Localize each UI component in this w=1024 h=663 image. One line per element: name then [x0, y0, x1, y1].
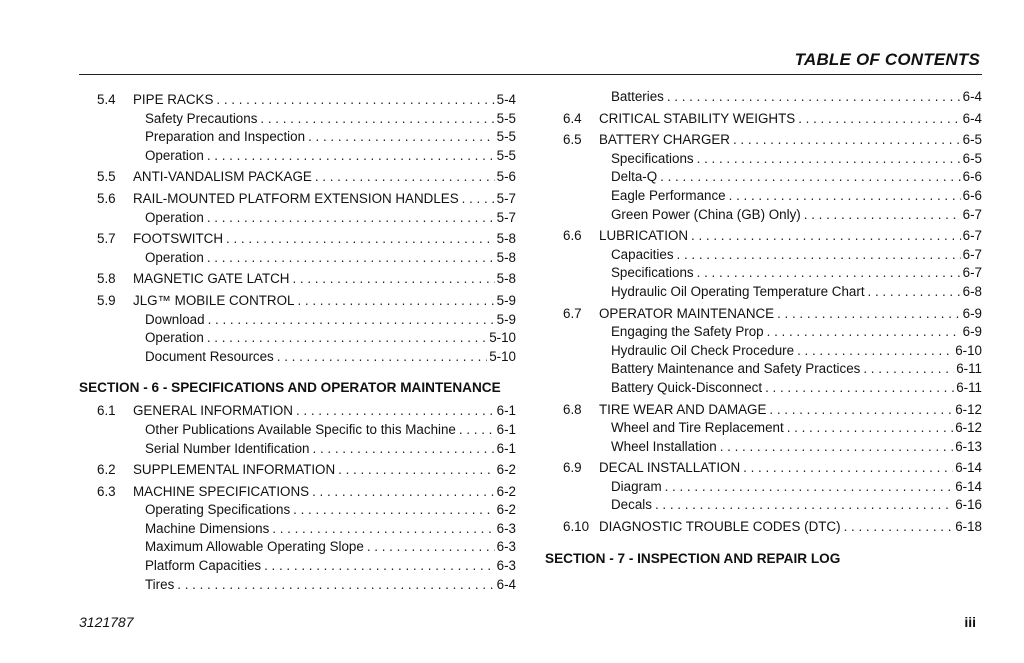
toc-entry-title: Green Power (China (GB) Only)	[611, 206, 804, 225]
toc-entry-title: Maximum Allowable Operating Slope	[145, 538, 367, 557]
toc-entry-page: 6-5	[961, 131, 982, 150]
toc-subentry[interactable]	[545, 246, 982, 265]
toc-entry-page: 6-1	[495, 421, 516, 440]
dot-leader	[691, 227, 961, 246]
dot-leader	[207, 209, 495, 228]
toc-entry-page: 6-7	[961, 246, 982, 265]
toc-entry-page: 6-3	[495, 557, 516, 576]
toc-entry-title: Decals	[611, 496, 655, 515]
toc-entry[interactable]	[79, 270, 516, 289]
toc-entry-title: MAGNETIC GATE LATCH	[133, 270, 292, 289]
toc-entry-number: 6.1	[97, 403, 116, 419]
dot-leader	[260, 110, 494, 129]
toc-entry-title: Batteries	[611, 88, 667, 107]
dot-leader	[312, 483, 495, 502]
toc-entry-title: MACHINE SPECIFICATIONS	[133, 483, 312, 502]
toc-entry-title: Preparation and Inspection	[145, 128, 308, 147]
toc-subentry[interactable]	[79, 110, 516, 129]
toc-entry-page: 6-4	[495, 576, 516, 595]
toc-subentry[interactable]	[79, 128, 516, 147]
toc-entry-page: 5-8	[495, 249, 516, 268]
dot-leader	[797, 342, 953, 361]
toc-entry-title: FOOTSWITCH	[133, 230, 226, 249]
toc-entry-page: 5-9	[495, 292, 516, 311]
toc-entry-title: Machine Dimensions	[145, 520, 272, 539]
toc-entry[interactable]	[545, 227, 982, 246]
dot-leader	[697, 150, 961, 169]
toc-entry-page: 6-8	[961, 283, 982, 302]
toc-subentry[interactable]	[79, 209, 516, 228]
toc-entry-page: 6-16	[953, 496, 982, 515]
toc-entry-page: 6-12	[953, 401, 982, 420]
toc-entry-page: 6-6	[961, 187, 982, 206]
toc-entry-title: Eagle Performance	[611, 187, 729, 206]
dot-leader	[308, 128, 495, 147]
dot-leader	[459, 421, 495, 440]
toc-entry-title: Diagram	[611, 478, 665, 497]
dot-leader	[733, 131, 961, 150]
dot-leader	[868, 283, 961, 302]
toc-subentry[interactable]	[545, 88, 982, 107]
dot-leader	[743, 459, 953, 478]
toc-entry-title: Operation	[145, 329, 207, 348]
toc-entry-title: DIAGNOSTIC TROUBLE CODES (DTC)	[599, 518, 844, 537]
toc-subentry[interactable]	[79, 249, 516, 268]
toc-entry[interactable]	[545, 401, 982, 420]
toc-entry-page: 6-5	[961, 150, 982, 169]
toc-entry-page: 5-9	[495, 311, 516, 330]
toc-entry-number: 6.10	[563, 519, 590, 535]
toc-entry-page: 6-1	[495, 402, 516, 421]
toc-entry-page: 5-7	[495, 190, 516, 209]
toc-right-column	[545, 88, 982, 573]
toc-entry-page: 6-6	[961, 168, 982, 187]
dot-leader	[804, 206, 961, 225]
dot-leader	[338, 461, 495, 480]
toc-entry-page: 5-10	[487, 329, 516, 348]
toc-subentry[interactable]	[79, 311, 516, 330]
toc-entry-number: 6.7	[563, 305, 582, 321]
toc-entry-title: CRITICAL STABILITY WEIGHTS	[599, 110, 798, 129]
document-number: 3121787	[79, 614, 134, 630]
toc-entry-title: RAIL-MOUNTED PLATFORM EXTENSION HANDLES	[133, 190, 462, 209]
toc-subentry[interactable]	[79, 421, 516, 440]
toc-entry-page: 6-11	[954, 379, 982, 398]
toc-entry-number: 5.6	[97, 190, 116, 206]
toc-entry[interactable]	[79, 461, 516, 480]
dot-leader	[367, 538, 495, 557]
toc-subentry[interactable]	[545, 283, 982, 302]
toc-entry-page: 6-1	[495, 440, 516, 459]
toc-entry[interactable]	[545, 459, 982, 478]
dot-leader	[798, 110, 960, 129]
toc-subentry[interactable]	[79, 147, 516, 166]
toc-entry-page: 6-2	[495, 461, 516, 480]
dot-leader	[293, 501, 494, 520]
toc-entry-page: 6-7	[961, 206, 982, 225]
toc-entry-page: 5-4	[495, 91, 516, 110]
toc-entry-page: 6-2	[495, 483, 516, 502]
toc-entry-page: 6-7	[961, 227, 982, 246]
toc-entry-number: 6.4	[563, 110, 582, 126]
toc-entry-title: Operation	[145, 147, 207, 166]
dot-leader	[720, 438, 953, 457]
toc-entry-page: 6-12	[953, 419, 982, 438]
toc-entry-title: Specifications	[611, 150, 697, 169]
toc-entry-title: Document Resources	[145, 348, 277, 367]
dot-leader	[787, 419, 954, 438]
toc-subentry[interactable]	[79, 501, 516, 520]
toc-entry-title: SUPPLEMENTAL INFORMATION	[133, 461, 338, 480]
toc-entry-number: 6.3	[97, 483, 116, 499]
toc-entry-page: 6-11	[954, 360, 982, 379]
dot-leader	[207, 329, 487, 348]
toc-entry[interactable]	[545, 131, 982, 150]
dot-leader	[777, 305, 961, 324]
toc-entry-page: 6-4	[961, 110, 982, 129]
toc-subentry[interactable]	[545, 478, 982, 497]
dot-leader	[313, 440, 495, 459]
toc-entry-number: 5.9	[97, 292, 116, 308]
dot-leader	[292, 270, 494, 289]
toc-entry-title: Platform Capacities	[145, 557, 264, 576]
dot-leader	[315, 168, 495, 187]
toc-entry-title: Serial Number Identification	[145, 440, 313, 459]
toc-entry-number: 6.8	[563, 401, 582, 417]
dot-leader	[208, 311, 495, 330]
toc-section-heading[interactable]	[79, 378, 516, 398]
toc-subentry[interactable]	[545, 496, 982, 515]
toc-subentry[interactable]	[79, 576, 516, 595]
toc-entry-number: 5.4	[97, 92, 116, 107]
toc-entry[interactable]	[79, 292, 516, 311]
toc-entry-number: 6.5	[563, 132, 582, 148]
dot-leader	[844, 518, 954, 537]
toc-entry[interactable]	[79, 190, 516, 209]
dot-leader	[729, 187, 961, 206]
toc-entry-title: TIRE WEAR AND DAMAGE	[599, 401, 769, 420]
toc-subentry[interactable]	[545, 150, 982, 169]
toc-entry-page: 5-5	[495, 147, 516, 166]
toc-subentry[interactable]	[545, 206, 982, 225]
dot-leader	[216, 91, 494, 110]
toc-entry-title: ANTI-VANDALISM PACKAGE	[133, 168, 315, 187]
toc-entry-title: LUBRICATION	[599, 227, 691, 246]
toc-entry[interactable]	[545, 110, 982, 129]
toc-entry-page: 6-2	[495, 501, 516, 520]
dot-leader	[677, 246, 961, 265]
dot-leader	[207, 249, 495, 268]
toc-entry-title: Hydraulic Oil Operating Temperature Chart	[611, 283, 868, 302]
toc-entry[interactable]	[79, 402, 516, 421]
toc-subentry[interactable]	[545, 187, 982, 206]
toc-subentry[interactable]	[79, 557, 516, 576]
toc-entry-title: Battery Maintenance and Safety Practices	[611, 360, 863, 379]
toc-entry-title: Operation	[145, 209, 207, 228]
toc-entry-page: 5-5	[495, 110, 516, 129]
toc-entry[interactable]	[79, 91, 516, 110]
toc-entry-page: 6-3	[495, 538, 516, 557]
toc-entry-title: Tires	[145, 576, 177, 595]
toc-entry-number: 6.9	[563, 460, 582, 476]
toc-entry-number: 5.7	[97, 231, 116, 247]
toc-entry-page: 6-18	[953, 518, 982, 537]
dot-leader	[767, 323, 961, 342]
dot-leader	[655, 496, 953, 515]
toc-entry-title: JLG™ MOBILE CONTROL	[133, 292, 297, 311]
toc-entry-title: Battery Quick-Disconnect	[611, 379, 765, 398]
toc-subentry[interactable]	[545, 360, 982, 379]
toc-entry-title: BATTERY CHARGER	[599, 131, 733, 150]
section-heading-text: SECTION - 6 - SPECIFICATIONS AND OPERATOR MAINTENANCE	[79, 380, 501, 396]
toc-subentry[interactable]	[79, 329, 516, 348]
toc-subentry[interactable]	[79, 520, 516, 539]
toc-entry[interactable]	[79, 230, 516, 249]
toc-subentry[interactable]	[545, 438, 982, 457]
toc-subentry[interactable]	[79, 538, 516, 557]
toc-entry-title: Capacities	[611, 246, 677, 265]
dot-leader	[226, 230, 495, 249]
toc-entry-page: 6-7	[961, 264, 982, 283]
toc-entry-page: 5-8	[495, 270, 516, 289]
dot-leader	[660, 168, 961, 187]
toc-entry-page: 6-14	[953, 478, 982, 497]
toc-entry[interactable]	[545, 305, 982, 324]
toc-subentry[interactable]	[79, 440, 516, 459]
toc-entry-number: 6.2	[97, 462, 116, 478]
dot-leader	[177, 576, 494, 595]
toc-entry[interactable]	[79, 483, 516, 502]
dot-leader	[665, 478, 954, 497]
toc-entry-number: 5.8	[97, 271, 116, 287]
toc-entry[interactable]	[79, 168, 516, 187]
toc-entry-page: 6-13	[953, 438, 982, 457]
dot-leader	[765, 379, 954, 398]
toc-entry-page: 5-10	[487, 348, 516, 367]
dot-leader	[297, 292, 494, 311]
toc-entry-title: Hydraulic Oil Check Procedure	[611, 342, 797, 361]
toc-entry-page: 6-14	[953, 459, 982, 478]
dot-leader	[697, 264, 961, 283]
toc-entry-page: 6-3	[495, 520, 516, 539]
toc-entry-title: Operating Specifications	[145, 501, 293, 520]
toc-entry-page: 5-7	[495, 209, 516, 228]
toc-subentry[interactable]	[545, 264, 982, 283]
toc-entry-title: OPERATOR MAINTENANCE	[599, 305, 777, 324]
toc-entry-page: 5-6	[495, 168, 516, 187]
toc-subentry[interactable]	[545, 323, 982, 342]
page-number: iii	[964, 614, 976, 630]
toc-subentry[interactable]	[545, 419, 982, 438]
toc-entry[interactable]	[545, 518, 982, 537]
toc-entry-page: 6-10	[953, 342, 982, 361]
section-heading-text: SECTION - 7 - INSPECTION AND REPAIR LOG	[545, 550, 841, 566]
toc-entry-title: Other Publications Available Specific to this Machine	[145, 421, 459, 440]
toc-entry-title: Download	[145, 311, 208, 330]
dot-leader	[863, 360, 954, 379]
toc-entry-title: Wheel and Tire Replacement	[611, 419, 787, 438]
toc-entry-title: Delta-Q	[611, 168, 660, 187]
toc-entry-page: 5-8	[495, 230, 516, 249]
toc-entry-title: Safety Precautions	[145, 110, 260, 129]
toc-entry-number: 5.5	[97, 169, 116, 185]
toc-left-column	[79, 88, 516, 594]
dot-leader	[667, 88, 961, 107]
toc-subentry[interactable]	[545, 168, 982, 187]
toc-subentry[interactable]	[545, 379, 982, 398]
toc-entry-title: Engaging the Safety Prop	[611, 323, 767, 342]
dot-leader	[462, 190, 495, 209]
dot-leader	[769, 401, 953, 420]
header-divider	[79, 74, 982, 75]
toc-entry-title: PIPE RACKS	[133, 91, 216, 110]
toc-entry-page: 5-5	[495, 128, 516, 147]
toc-entry-page: 6-4	[961, 88, 982, 107]
dot-leader	[264, 557, 495, 576]
toc-entry-title: Wheel Installation	[611, 438, 720, 457]
toc-entry-title: DECAL INSTALLATION	[599, 459, 743, 478]
toc-entry-title: Specifications	[611, 264, 697, 283]
toc-entry-title: Operation	[145, 249, 207, 268]
toc-section-heading[interactable]	[545, 549, 982, 569]
dot-leader	[296, 402, 495, 421]
toc-entry-title: GENERAL INFORMATION	[133, 402, 296, 421]
dot-leader	[277, 348, 487, 367]
dot-leader	[272, 520, 494, 539]
page-header-title: TABLE OF CONTENTS	[794, 50, 980, 69]
toc-entry-page: 6-9	[961, 305, 982, 324]
toc-entry-number: 6.6	[563, 228, 582, 244]
dot-leader	[207, 147, 495, 166]
toc-subentry[interactable]	[79, 348, 516, 367]
toc-entry-page: 6-9	[961, 323, 982, 342]
toc-subentry[interactable]	[545, 342, 982, 361]
